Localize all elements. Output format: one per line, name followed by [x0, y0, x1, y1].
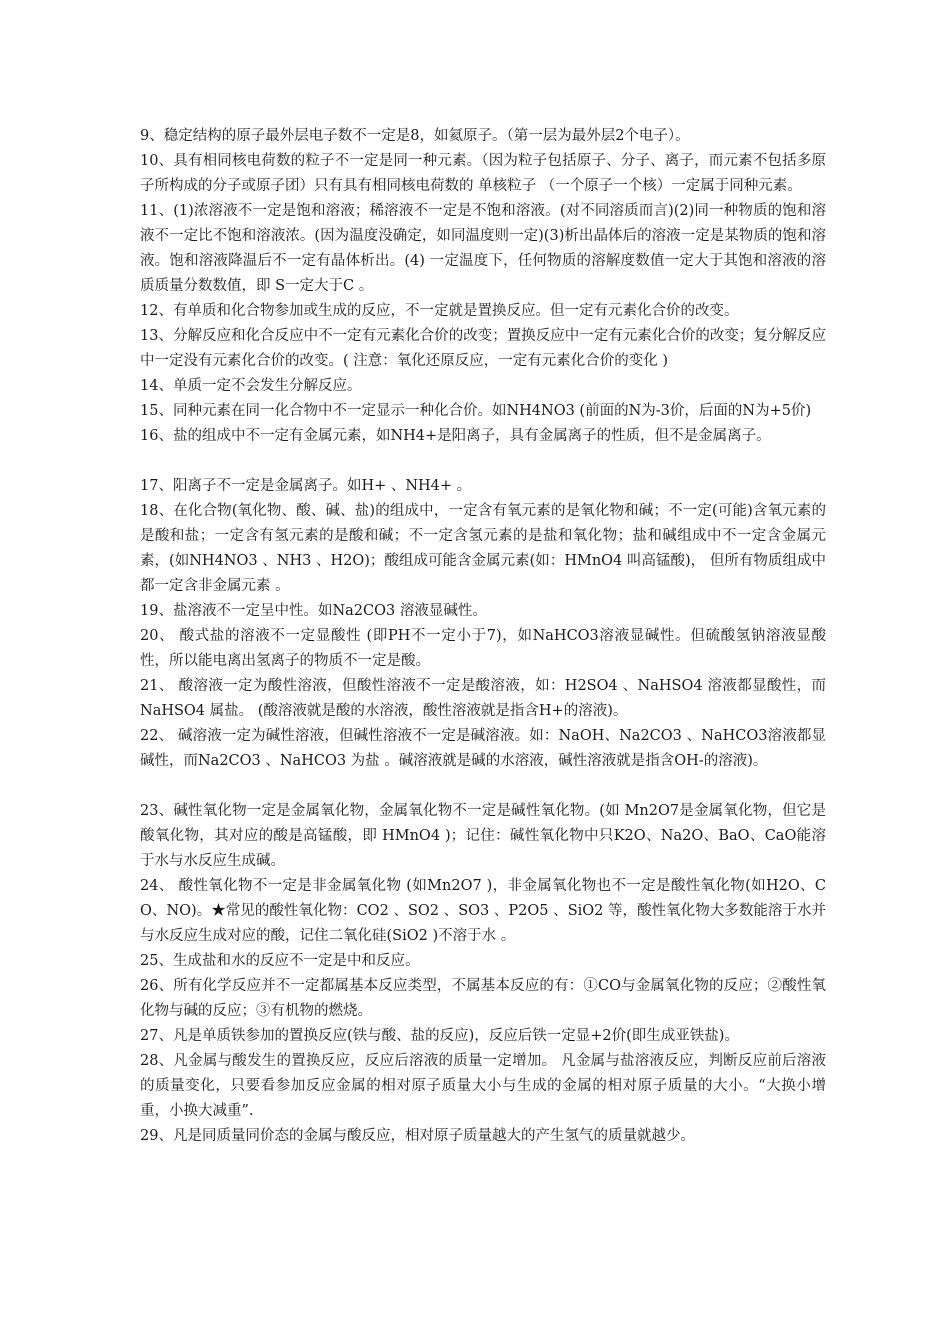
paragraph-20: 20、 酸式盐的溶液不一定显酸性 (即PH不一定小于7)，如NaHCO3溶液显碱性。但硫酸氢钠溶液显酸性，所以能电离出氢离子的物质不一定是酸。 [140, 628, 826, 669]
paragraph-19: 19、盐溶液不一定呈中性。如Na2CO3 溶液显碱性。 [140, 603, 487, 619]
paragraph-29: 29、凡是同质量同价态的金属与酸反应，相对原子质量越大的产生氢气的质量就越少。 [140, 1128, 695, 1144]
paragraph-23: 23、碱性氧化物一定是金属氧化物，金属氧化物不一定是碱性氧化物。(如 Mn2O7是金属氧化物，但它是酸氧化物，其对应的酸是高锰酸，即 HMnO4 )；记住：碱性氧化物中只K2O、Na2O、BaO、CaO能溶于水与水反应生成碱。 [140, 803, 826, 869]
paragraph-18: 18、在化合物(氧化物、酸、碱、盐)的组成中，一定含有氧元素的是氧化物和碱；不一定(可能)含氧元素的是酸和盐；一定含有氢元素的是酸和碱；不一定含氢元素的是盐和氧化物；盐和碱组成中不一定含金属元素，(如NH4NO3 、NH3 、H2O)；酸组成可能含金属元素(如：HMnO4 叫高锰酸)， 但所有物质组成中都一定含非金属元素 。 [140, 503, 826, 594]
paragraph-24: 24、 酸性氧化物不一定是非金属氧化物 (如Mn2O7 )，非金属氧化物也不一定是酸性氧化物(如H2O、CO、NO)。★常见的酸性氧化物：CO2 、SO2 、SO3 、P2O5 、SiO2 等，酸性氧化物大多数能溶于水并与水反应生成对应的酸，记住二氧化硅(SiO2 )不溶于水 。 [140, 878, 826, 944]
paragraph-14: 14、单质一定不会发生分解反应。 [140, 378, 362, 394]
paragraph-17: 17、阳离子不一定是金属离子。如H+ 、NH4+ 。 [140, 478, 472, 494]
paragraph-12: 12、有单质和化合物参加或生成的反应，不一定就是置换反应。但一定有元素化合价的改变。 [140, 303, 739, 319]
blank-line [140, 449, 826, 474]
paragraph-22: 22、 碱溶液一定为碱性溶液，但碱性溶液不一定是碱溶液。如：NaOH、Na2CO3 、NaHCO3溶液都显碱性，而Na2CO3 、NaHCO3 为盐 。碱溶液就是碱的水溶液，碱性溶液就是指含OH-的溶液)。 [140, 728, 826, 769]
paragraph-27: 27、凡是单质铁参加的置换反应(铁与酸、盐的反应)，反应后铁一定显+2价(即生成亚铁盐)。 [140, 1028, 739, 1044]
paragraph-15: 15、同种元素在同一化合物中不一定显示一种化合价。如NH4NO3 (前面的N为-3价，后面的N为+5价) [140, 403, 812, 419]
paragraph-11: 11、(1)浓溶液不一定是饱和溶液；稀溶液不一定是不饱和溶液。(对不同溶质而言)(2)同一种物质的饱和溶液不一定比不饱和溶液浓。(因为温度没确定，如同温度则一定)(3)析出晶体后的溶液一定是某物质的饱和溶液。饱和溶液降温后不一定有晶体析出。(4) 一定温度下，任何物质的溶解度数值一定大于其饱和溶液的溶质质量分数数值，即 S一定大于C 。 [140, 203, 826, 294]
document-body [140, 124, 826, 1149]
paragraph-26: 26、所有化学反应并不一定都属基本反应类型，不属基本反应的有：①CO与金属氧化物的反应；②酸性氧化物与碱的反应；③有机物的燃烧。 [140, 978, 826, 1019]
paragraph-9: 9、稳定结构的原子最外层电子数不一定是8，如氦原子。（第一层为最外层2个电子）。 [140, 128, 690, 144]
paragraph-10: 10、具有相同核电荷数的粒子不一定是同一种元素。（因为粒子包括原子、分子、离子，而元素不包括多原子所构成的分子或原子团）只有具有相同核电荷数的 单核粒子 （一个原子一个核）一定属于同种元素。 [140, 153, 826, 194]
paragraph-21: 21、 酸溶液一定为酸性溶液，但酸性溶液不一定是酸溶液，如：H2SO4 、NaHSO4 溶液都显酸性，而 NaHSO4 属盐。 (酸溶液就是酸的水溶液，酸性溶液就是指含H+的溶液)。 [140, 678, 826, 719]
paragraph-13: 13、分解反应和化合反应中不一定有元素化合价的改变；置换反应中一定有元素化合价的改变；复分解反应中一定没有元素化合价的改变。( 注意：氧化还原反应，一定有元素化合价的变化 ) [140, 328, 826, 369]
paragraph-16: 16、盐的组成中不一定有金属元素，如NH4+是阳离子，具有金属离子的性质，但不是金属离子。 [140, 428, 771, 444]
blank-line [140, 774, 826, 799]
paragraph-25: 25、生成盐和水的反应不一定是中和反应。 [140, 953, 420, 969]
paragraph-28: 28、凡金属与酸发生的置换反应，反应后溶液的质量一定增加。 凡金属与盐溶液反应，判断反应前后溶液的质量变化，只要看参加反应金属的相对原子质量大小与生成的金属的相对原子质量的大小。“大换小增重，小换大减重”. [140, 1053, 826, 1119]
